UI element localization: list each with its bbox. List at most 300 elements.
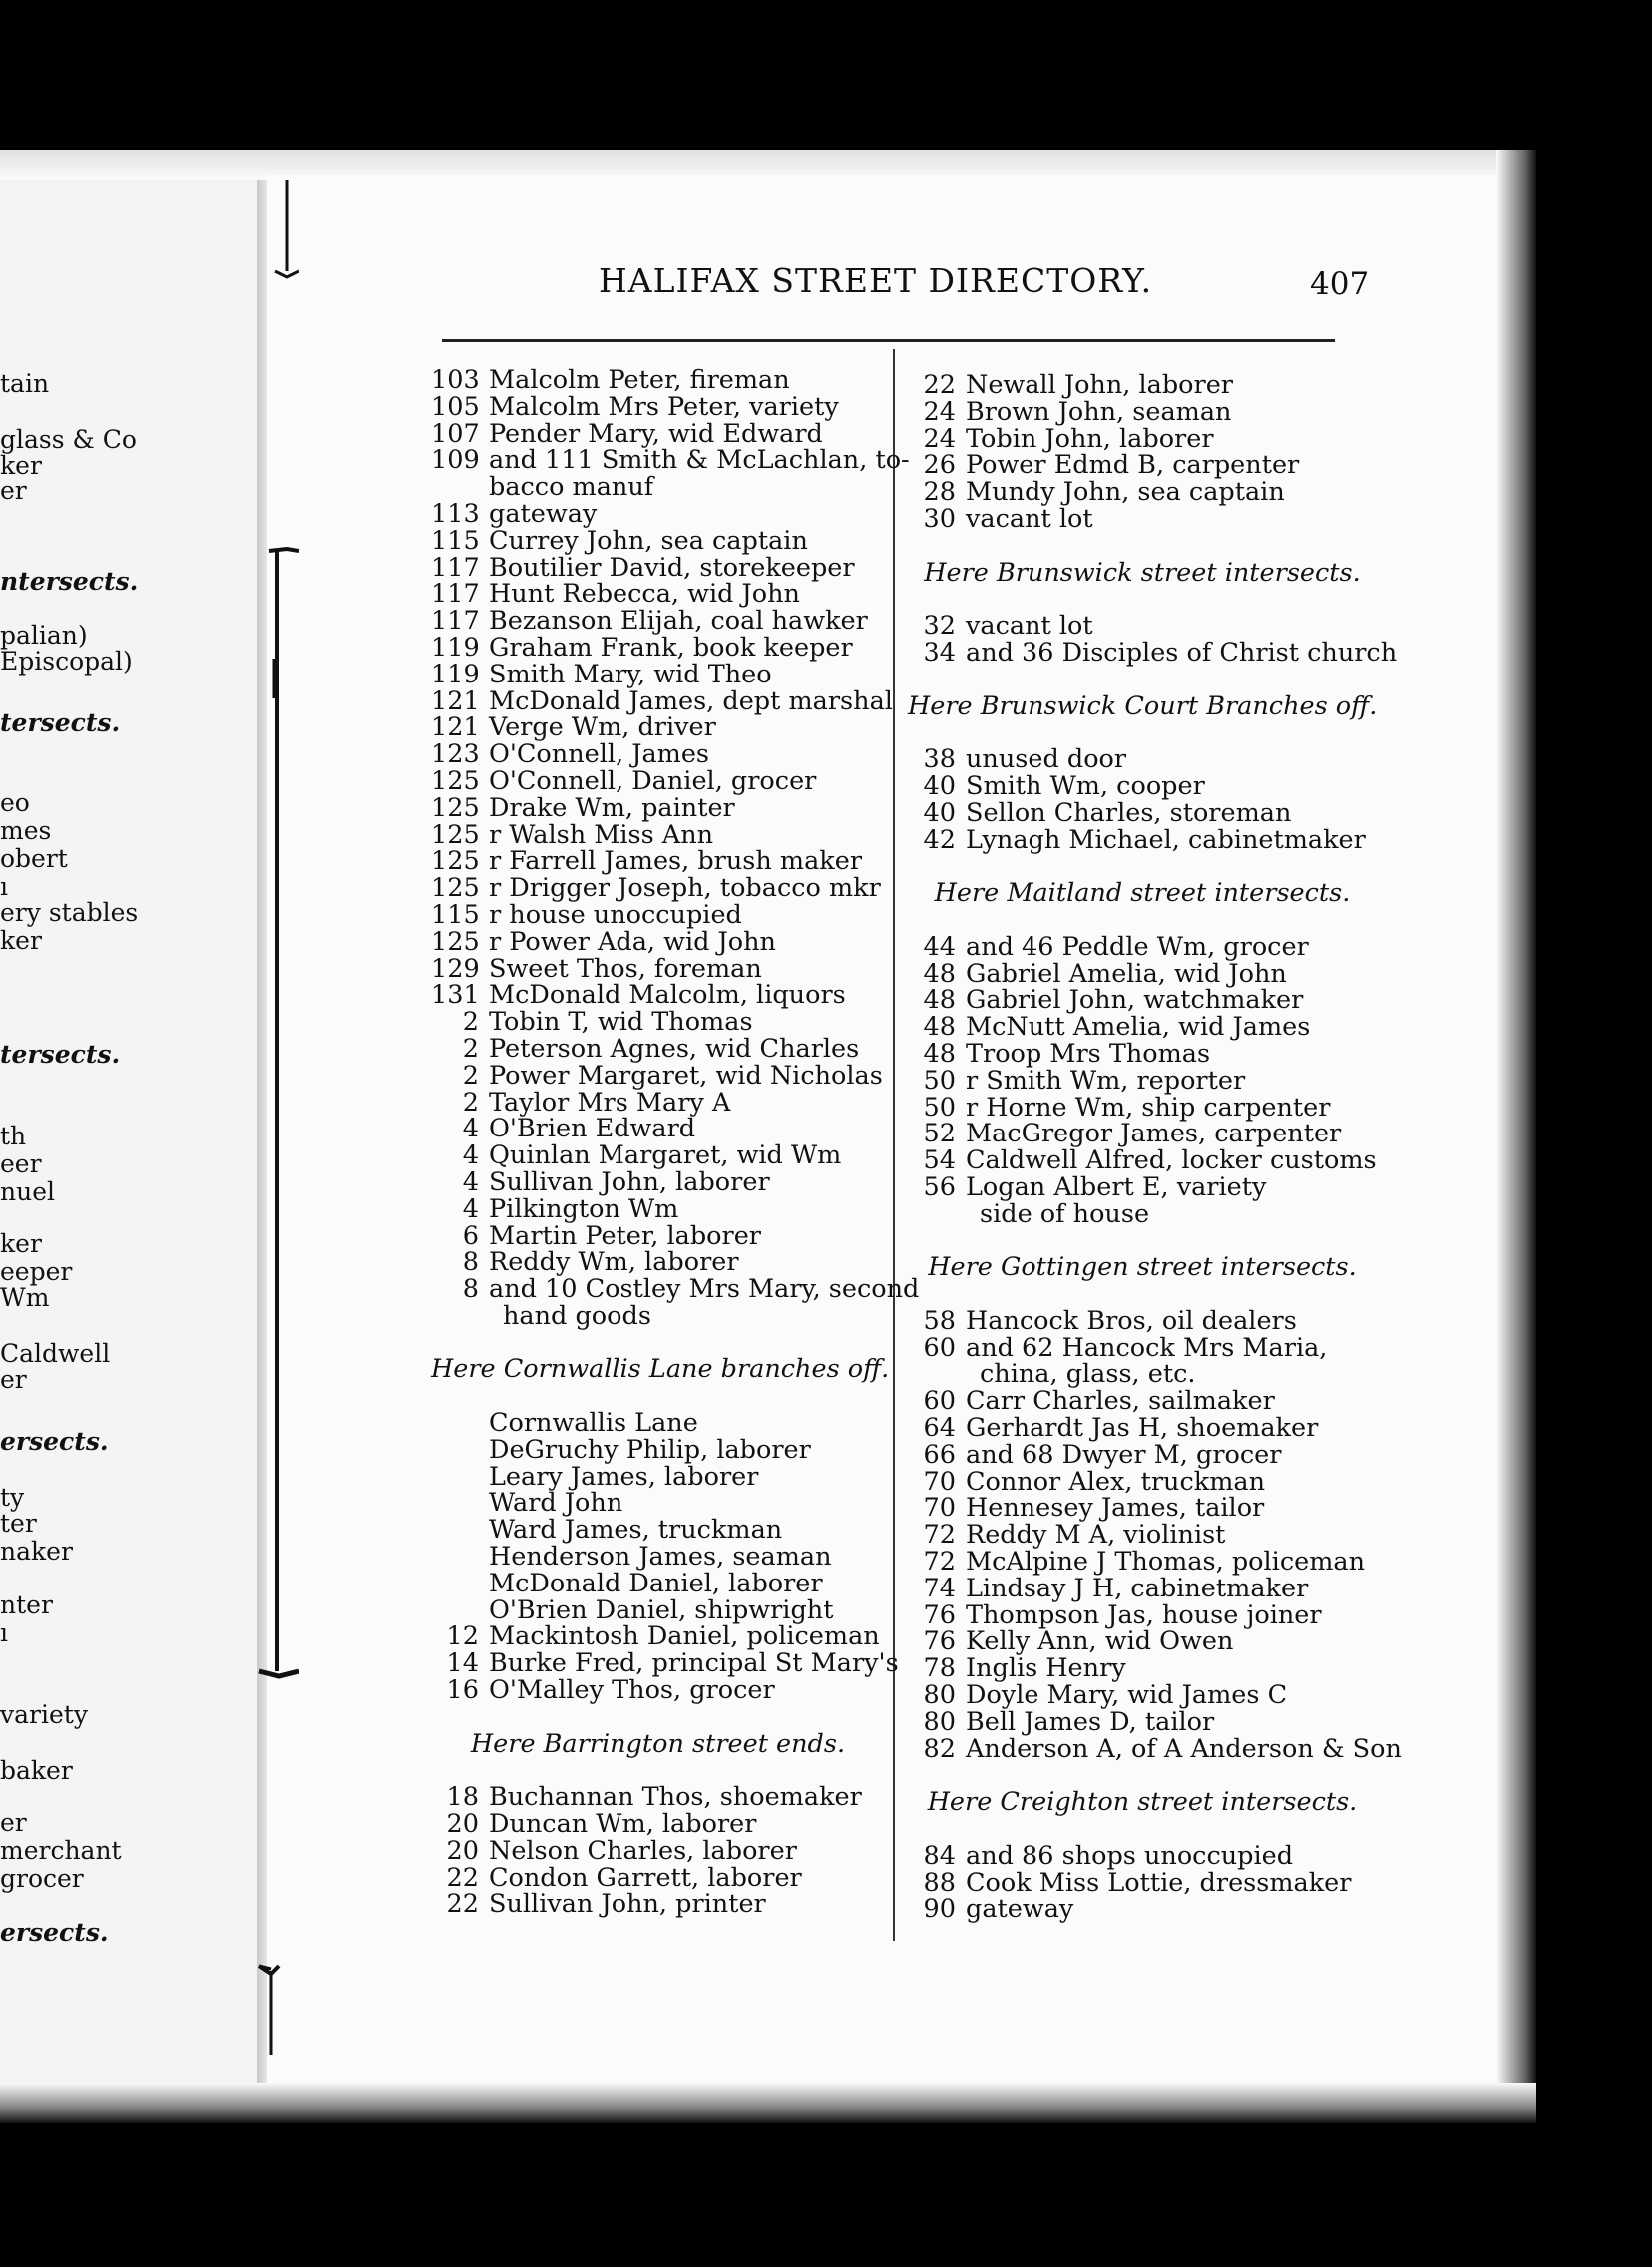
directory-entry — [908, 931, 1377, 962]
house-number: 38 — [923, 744, 956, 775]
house-number: 76 — [923, 1626, 956, 1657]
resident-entry: MacGregor James, carpenter — [966, 1119, 1342, 1149]
house-number: 4 — [462, 1193, 479, 1224]
resident-entry: DeGruchy Philip, laborer — [489, 1434, 811, 1465]
resident-entry: Condon Garrett, laborer — [489, 1862, 802, 1893]
left-fragment-text: baker — [0, 1756, 73, 1785]
house-number: 52 — [923, 1119, 956, 1149]
house-number: 125 — [431, 792, 480, 823]
directory-entry — [908, 479, 1377, 506]
house-number: 117 — [431, 606, 480, 637]
directory-entry — [908, 503, 1377, 534]
resident-entry: Malcolm Mrs Peter, variety — [489, 391, 839, 422]
resident-entry: r house unoccupied — [489, 899, 742, 930]
spacer — [908, 719, 1377, 746]
resident-entry: and 111 Smith & McLachlan, to- — [489, 445, 910, 476]
house-number: 117 — [431, 579, 480, 610]
resident-entry: Leary James, laborer — [489, 1461, 759, 1492]
left-fragment-text: ery stables — [0, 898, 139, 927]
resident-entry: Nelson Charles, laborer — [489, 1835, 797, 1866]
street-intersection-note: Here Cornwallis Lane branches off. — [431, 1354, 890, 1385]
left-fragment-text: grocer — [0, 1864, 84, 1893]
resident-entry: Boutilier David, storekeeper — [489, 552, 855, 583]
left-fragment-text: eo — [0, 788, 30, 817]
directory-entry — [431, 632, 885, 663]
resident-entry: and 86 shops unoccupied — [966, 1840, 1294, 1871]
house-number: 129 — [431, 953, 480, 984]
house-number: 2 — [462, 1060, 479, 1091]
resident-entry: Carr Charles, sailmaker — [966, 1386, 1275, 1417]
house-number: 109 — [431, 445, 480, 476]
resident-entry: McDonald Daniel, laborer — [489, 1568, 823, 1598]
resident-entry: Lindsay J H, cabinetmaker — [966, 1573, 1309, 1603]
directory-entry — [908, 1655, 1377, 1682]
directory-entry — [431, 367, 885, 394]
resident-entry: O'Brien Daniel, shipwright — [489, 1594, 834, 1625]
house-number — [431, 1490, 479, 1517]
directory-entry — [431, 1544, 885, 1571]
directory-entry — [908, 1038, 1377, 1069]
spacer — [908, 1816, 1377, 1843]
left-fragment-text: nter — [0, 1590, 53, 1619]
directory-entry — [431, 1087, 885, 1118]
directory-entry — [908, 1599, 1377, 1630]
street-intersection-note: Here Brunswick Court Branches off. — [908, 690, 1378, 721]
resident-entry: r Drigger Joseph, tobacco mkr — [489, 873, 881, 904]
spacer — [431, 1330, 885, 1357]
directory-entry — [908, 1439, 1377, 1470]
left-fragment-text: tersects. — [0, 708, 121, 737]
house-number: 22 — [923, 370, 956, 400]
street-intersection-note: Here Barrington street ends. — [470, 1728, 846, 1759]
resident-entry: Power Edmd B, carpenter — [966, 450, 1300, 481]
directory-entry — [431, 1193, 885, 1224]
house-number: 24 — [923, 423, 956, 454]
resident-entry: Smith Mary, wid Theo — [489, 659, 772, 689]
directory-entry — [431, 1490, 885, 1517]
directory-entry — [431, 714, 885, 741]
left-fragment-text: ı — [0, 872, 8, 901]
house-number: 121 — [431, 712, 480, 743]
resident-entry: Smith Wm, cooper — [966, 770, 1205, 801]
directory-entry — [908, 637, 1398, 668]
resident-entry: Thompson Jas, house joiner — [966, 1599, 1322, 1630]
directory-entry — [908, 1495, 1377, 1522]
resident-entry: r Walsh Miss Ann — [489, 819, 714, 850]
house-number: 125 — [431, 819, 480, 850]
house-number: 72 — [923, 1547, 956, 1578]
resident-entry: and 68 Dwyer M, grocer — [966, 1439, 1282, 1470]
resident-entry: r Smith Wm, reporter — [966, 1065, 1246, 1096]
resident-entry: Graham Frank, book keeper — [489, 632, 853, 663]
resident-entry: Hunt Rebecca, wid John — [489, 579, 800, 610]
resident-entry: McDonald Malcolm, liquors — [489, 980, 846, 1011]
house-number: 58 — [923, 1305, 956, 1336]
house-number: 64 — [923, 1413, 956, 1444]
left-fragment-text: Episcopal) — [0, 647, 133, 676]
resident-entry: r Horne Wm, ship carpenter — [966, 1092, 1331, 1123]
directory-entry — [908, 1896, 1377, 1923]
resident-entry: Gabriel John, watchmaker — [966, 985, 1304, 1016]
directory-entry — [431, 1166, 885, 1197]
resident-entry: and 46 Peddle Wm, grocer — [966, 931, 1309, 962]
house-number: 74 — [923, 1573, 956, 1603]
left-fragment-text: ker — [0, 451, 42, 480]
resident-entry: vacant lot — [966, 611, 1093, 642]
left-fragment-text: ntersects. — [0, 567, 139, 596]
street-intersection-note: Here Maitland street intersects. — [934, 878, 1351, 909]
directory-entry — [431, 848, 885, 875]
entry-continuation: china, glass, etc. — [980, 1359, 1196, 1390]
house-number: 50 — [923, 1092, 956, 1123]
directory-entry — [908, 1415, 1377, 1442]
resident-entry: Taylor Mrs Mary A — [489, 1087, 731, 1118]
house-number: 2 — [462, 1087, 479, 1118]
resident-entry: Sweet Thos, foreman — [489, 953, 762, 984]
resident-entry: Gerhardt Jas H, shoemaker — [966, 1413, 1319, 1444]
resident-entry: Caldwell Alfred, locker customs — [966, 1145, 1377, 1176]
left-fragment-text: eer — [0, 1149, 42, 1178]
directory-entry — [908, 423, 1377, 454]
house-number: 16 — [446, 1675, 479, 1706]
house-number: 30 — [923, 503, 956, 534]
street-intersection-note: Here Brunswick street intersects. — [924, 557, 1361, 588]
house-number: 131 — [431, 980, 480, 1011]
house-number: 32 — [923, 611, 956, 642]
directory-column-right — [908, 370, 1402, 1925]
house-number: 125 — [431, 846, 480, 877]
directory-entry — [431, 926, 885, 957]
directory-entry — [908, 824, 1377, 855]
house-number: 42 — [923, 824, 956, 855]
resident-entry: Newall John, laborer — [966, 370, 1233, 400]
resident-entry: Mundy John, sea captain — [966, 477, 1285, 508]
resident-entry: Pender Mary, wid Edward — [489, 418, 823, 449]
resident-entry: Malcolm Peter, fireman — [489, 365, 790, 395]
directory-entry — [908, 1171, 1377, 1202]
directory-entry — [431, 1461, 885, 1492]
directory-entry — [908, 1628, 1377, 1655]
resident-entry: Bezanson Elijah, coal hawker — [489, 606, 868, 637]
resident-entry: Inglis Henry — [966, 1653, 1126, 1684]
page-number: 407 — [1310, 266, 1370, 302]
house-number: 84 — [923, 1840, 956, 1871]
directory-entry — [908, 1065, 1377, 1096]
house-number — [431, 1437, 479, 1464]
directory-entry — [431, 608, 885, 635]
spacer — [908, 853, 1377, 880]
directory-entry — [431, 1623, 885, 1650]
directory-entry — [431, 765, 885, 796]
left-fragment-text: ersects. — [0, 1918, 109, 1947]
spacer — [431, 1757, 885, 1784]
directory-entry — [908, 1014, 1377, 1041]
directory-entry — [908, 1682, 1377, 1709]
left-fragment-text: ersects. — [0, 1427, 109, 1456]
resident-entry: Bell James D, tailor — [966, 1706, 1215, 1737]
house-number: 48 — [923, 958, 956, 989]
directory-entry — [908, 1706, 1377, 1737]
resident-entry: Martin Peter, laborer — [489, 1220, 761, 1251]
directory-entry — [431, 1274, 920, 1305]
left-fragment-text: tersects. — [0, 1040, 121, 1069]
house-number: 119 — [431, 659, 480, 689]
resident-entry: O'Connell, Daniel, grocer — [489, 765, 817, 796]
house-number: 56 — [923, 1171, 956, 1202]
directory-entry — [908, 1147, 1377, 1174]
directory-entry — [908, 1522, 1377, 1549]
directory-entry — [908, 1867, 1377, 1898]
street-intersection-note: Here Creighton street intersects. — [927, 1787, 1358, 1818]
resident-entry: Verge Wm, driver — [489, 712, 716, 743]
house-number: 8 — [462, 1274, 479, 1305]
directory-entry — [908, 613, 1377, 640]
resident-entry: Tobin John, laborer — [966, 423, 1214, 454]
directory-entry — [908, 987, 1377, 1014]
directory-entry — [431, 1677, 885, 1704]
resident-entry: Quinlan Margaret, wid Wm — [489, 1140, 842, 1171]
resident-entry: r Farrell James, brush maker — [489, 846, 863, 877]
left-fragment-text: ter — [0, 1509, 37, 1538]
directory-entry — [908, 1305, 1377, 1336]
house-number: 60 — [923, 1386, 956, 1417]
directory-entry — [431, 1009, 885, 1036]
directory-entry — [431, 1434, 885, 1465]
house-number: 26 — [923, 450, 956, 481]
house-number: 28 — [923, 477, 956, 508]
house-number: 60 — [923, 1332, 956, 1363]
spacer — [908, 1281, 1377, 1308]
directory-entry — [431, 1862, 885, 1893]
house-number: 113 — [431, 498, 480, 529]
house-number — [431, 1410, 479, 1437]
resident-entry: Kelly Ann, wid Owen — [966, 1626, 1234, 1657]
resident-entry: vacant lot — [966, 503, 1093, 534]
resident-entry: Cornwallis Lane — [489, 1408, 698, 1439]
spacer — [431, 1383, 885, 1410]
house-number: 82 — [923, 1733, 956, 1764]
directory-entry — [908, 452, 1377, 479]
resident-entry: O'Connell, James — [489, 739, 710, 770]
house-number: 125 — [431, 765, 480, 796]
resident-entry: Connor Alex, truckman — [966, 1466, 1266, 1497]
house-number — [431, 1544, 479, 1571]
left-fragment-text: variety — [0, 1700, 88, 1729]
directory-entry — [908, 958, 1377, 989]
entry-continuation: side of house — [980, 1198, 1150, 1229]
directory-entry — [908, 1388, 1377, 1415]
resident-entry: and 36 Disciples of Christ church — [966, 637, 1398, 668]
margin-bracket-marks — [239, 180, 299, 2055]
house-number: 18 — [446, 1782, 479, 1813]
directory-entry — [908, 770, 1377, 801]
resident-entry: Peterson Agnes, wid Charles — [489, 1033, 860, 1064]
resident-entry: Brown John, seaman — [966, 396, 1232, 427]
house-number: 40 — [923, 770, 956, 801]
left-fragment-text: er — [0, 476, 27, 505]
directory-entry — [431, 899, 885, 930]
house-number: 40 — [923, 797, 956, 828]
directory-entry — [908, 1092, 1377, 1123]
house-number: 50 — [923, 1065, 956, 1096]
house-number: 121 — [431, 685, 480, 716]
directory-entry — [431, 659, 885, 689]
directory-entry — [908, 797, 1377, 828]
house-number: 8 — [462, 1247, 479, 1278]
directory-entry — [431, 1784, 885, 1811]
column-divider — [893, 349, 895, 1941]
house-number: 115 — [431, 899, 480, 930]
directory-entry — [431, 1811, 885, 1838]
house-number: 4 — [462, 1140, 479, 1171]
house-number: 48 — [923, 985, 956, 1016]
directory-entry — [431, 741, 885, 768]
directory-entry — [431, 1648, 899, 1679]
directory-entry — [431, 1568, 885, 1598]
directory-entry — [908, 1840, 1377, 1871]
house-number: 103 — [431, 365, 480, 395]
house-number: 105 — [431, 391, 480, 422]
directory-entry — [908, 746, 1377, 773]
resident-entry: Tobin T, wid Thomas — [489, 1007, 753, 1038]
left-fragment-text: obert — [0, 844, 68, 873]
resident-entry: Hancock Bros, oil dealers — [966, 1305, 1297, 1336]
resident-entry: Sullivan John, printer — [489, 1889, 766, 1920]
house-number: 48 — [923, 1038, 956, 1069]
directory-entry — [908, 1549, 1377, 1576]
left-fragment-text: er — [0, 1808, 27, 1837]
house-number: 22 — [446, 1889, 479, 1920]
house-number: 72 — [923, 1520, 956, 1551]
directory-entry — [431, 1142, 885, 1169]
resident-entry: gateway — [489, 498, 598, 529]
page-bottom-edge — [0, 2083, 1536, 2123]
spacer — [908, 667, 1377, 693]
left-fragment-text: Wm — [0, 1283, 50, 1312]
page-title: HALIFAX STREET DIRECTORY. — [599, 261, 1153, 300]
directory-entry — [431, 1060, 885, 1091]
directory-entry — [431, 525, 885, 556]
left-fragment-text: merchant — [0, 1836, 122, 1865]
resident-entry: Mackintosh Daniel, policeman — [489, 1621, 880, 1652]
left-fragment-text: Caldwell — [0, 1339, 111, 1368]
house-number: 12 — [446, 1621, 479, 1652]
resident-entry: Drake Wm, painter — [489, 792, 735, 823]
directory-entry — [431, 982, 885, 1009]
resident-entry: Duncan Wm, laborer — [489, 1809, 757, 1840]
house-number: 119 — [431, 632, 480, 663]
directory-entry — [908, 1121, 1377, 1147]
directory-entry — [431, 391, 885, 422]
house-number: 2 — [462, 1033, 479, 1064]
left-fragment-text: er — [0, 1365, 27, 1394]
header-rule — [442, 339, 1335, 342]
spacer — [908, 1762, 1377, 1789]
house-number: 88 — [923, 1867, 956, 1898]
directory-entry — [431, 498, 885, 529]
resident-entry: Ward James, truckman — [489, 1515, 783, 1546]
house-number: 107 — [431, 418, 480, 449]
house-number: 20 — [446, 1835, 479, 1866]
directory-entry — [431, 792, 885, 823]
house-number: 125 — [431, 926, 480, 957]
house-number: 22 — [446, 1862, 479, 1893]
left-fragment-text: palian) — [0, 621, 88, 650]
house-number: 125 — [431, 873, 480, 904]
resident-entry: O'Brien Edward — [489, 1114, 696, 1144]
house-number: 34 — [923, 637, 956, 668]
house-number: 115 — [431, 525, 480, 556]
resident-entry: Power Margaret, wid Nicholas — [489, 1060, 883, 1091]
directory-entry — [431, 1249, 885, 1276]
left-fragment-text: ty — [0, 1483, 25, 1512]
left-fragment-text: naker — [0, 1537, 73, 1566]
spacer — [908, 533, 1377, 560]
house-number: 70 — [923, 1493, 956, 1524]
resident-entry: O'Malley Thos, grocer — [489, 1675, 775, 1706]
resident-entry: McAlpine J Thomas, policeman — [966, 1547, 1366, 1578]
house-number: 80 — [923, 1706, 956, 1737]
house-number: 4 — [462, 1166, 479, 1197]
left-fragment-text: glass & Co — [0, 425, 137, 454]
directory-entry — [908, 1332, 1377, 1363]
resident-entry: Henderson James, seaman — [489, 1542, 832, 1573]
house-number: 14 — [446, 1648, 479, 1679]
house-number: 70 — [923, 1466, 956, 1497]
directory-entry — [431, 418, 885, 449]
directory-entry — [431, 445, 910, 476]
directory-entry — [908, 372, 1377, 399]
directory-entry — [431, 1891, 885, 1918]
resident-entry: McNutt Amelia, wid James — [966, 1012, 1311, 1043]
directory-entry — [431, 552, 885, 583]
house-number — [431, 1571, 479, 1597]
entry-continuation: hand goods — [503, 1300, 651, 1331]
resident-entry: unused door — [966, 744, 1127, 775]
resident-entry: Anderson A, of A Anderson & Son — [966, 1733, 1402, 1764]
directory-entry — [431, 953, 885, 984]
house-number: 48 — [923, 1012, 956, 1043]
house-number: 24 — [923, 396, 956, 427]
directory-entry — [908, 1733, 1402, 1764]
directory-entry — [908, 396, 1377, 427]
left-fragment-text: ker — [0, 926, 42, 955]
resident-entry: Currey John, sea captain — [489, 525, 808, 556]
house-number: 54 — [923, 1145, 956, 1176]
house-number: 80 — [923, 1680, 956, 1711]
left-fragment-text: tain — [0, 369, 50, 398]
directory-entry — [431, 1410, 885, 1437]
house-number: 76 — [923, 1599, 956, 1630]
left-fragment-text: eeper — [0, 1257, 73, 1286]
house-number: 123 — [431, 739, 480, 770]
resident-entry: r Power Ada, wid John — [489, 926, 776, 957]
house-number: 4 — [462, 1114, 479, 1144]
resident-entry: Sellon Charles, storeman — [966, 797, 1292, 828]
house-number: 20 — [446, 1809, 479, 1840]
resident-entry: Logan Albert E, variety — [966, 1171, 1267, 1202]
directory-entry — [431, 581, 885, 608]
resident-entry: Cook Miss Lottie, dressmaker — [966, 1867, 1352, 1898]
directory-entry — [908, 1466, 1377, 1497]
resident-entry: Ward John — [489, 1488, 623, 1519]
resident-entry: Hennesey James, tailor — [966, 1493, 1265, 1524]
resident-entry: McDonald James, dept marshal — [489, 685, 893, 716]
left-fragment-text: ker — [0, 1229, 42, 1258]
house-number: 78 — [923, 1653, 956, 1684]
directory-entry — [431, 819, 885, 850]
resident-entry: Lynagh Michael, cabinetmaker — [966, 824, 1366, 855]
